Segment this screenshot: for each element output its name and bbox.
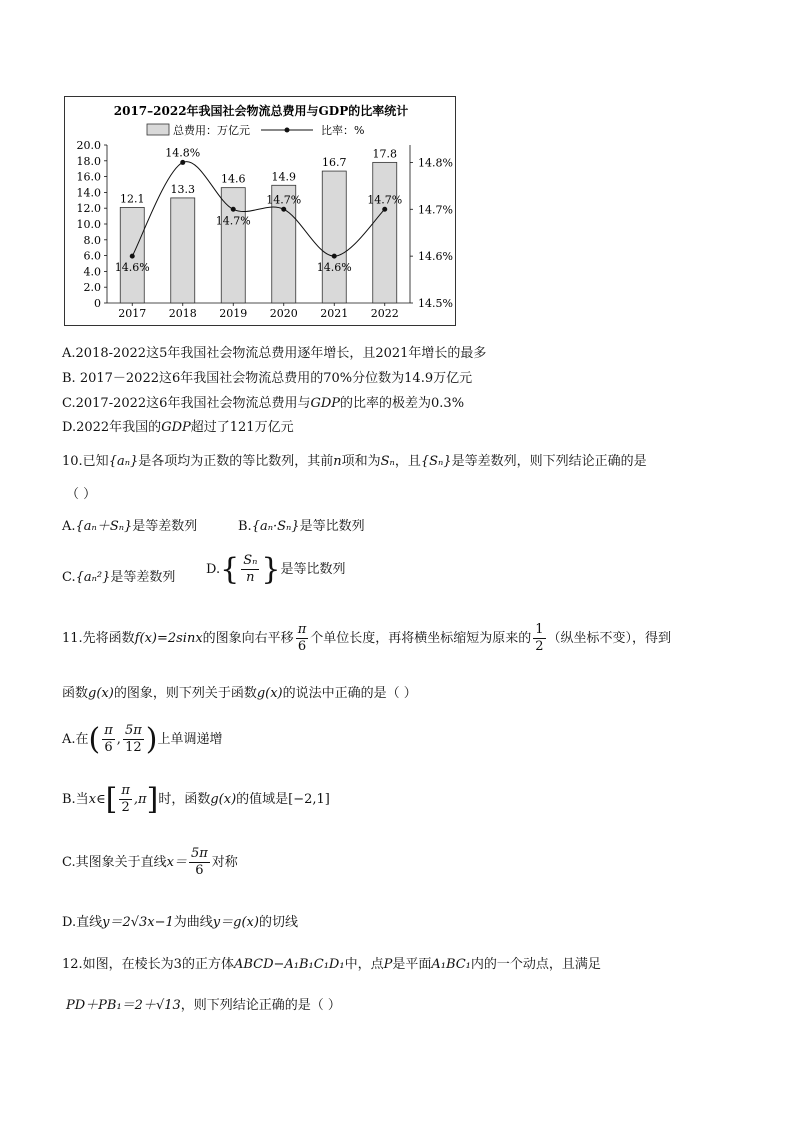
q11-b-x: x∈ bbox=[88, 792, 106, 807]
q11-a-lparen: ( bbox=[88, 722, 101, 757]
q12-p: P bbox=[383, 957, 393, 972]
bar bbox=[171, 198, 195, 303]
left-tick-label: 18.0 bbox=[76, 154, 101, 168]
q11-stem2: 的图象向右平移 bbox=[202, 631, 294, 646]
q11-stem3: 个单位长度，再将横坐标缩短为原来的 bbox=[310, 631, 532, 646]
q10-option-a bbox=[62, 515, 197, 534]
q10-d-text: 是等比数列 bbox=[280, 562, 346, 577]
legend-line-marker bbox=[285, 128, 290, 133]
q11-a-frac1 bbox=[102, 723, 115, 756]
q10-b-expr: {aₙ·Sₙ} bbox=[251, 519, 300, 534]
q11-half-den: 2 bbox=[535, 639, 544, 654]
q10-b-text: 是等比数列 bbox=[299, 519, 365, 534]
left-tick-label: 2.0 bbox=[83, 281, 101, 295]
q12-stem5: ，则下列结论正确的是（ ） bbox=[180, 998, 341, 1013]
ratio-label: 14.7% bbox=[367, 193, 403, 207]
q10-stem3: 项和为 bbox=[341, 454, 381, 469]
q11-stem6: 的图象，则下列关于函数 bbox=[113, 686, 257, 701]
q10-option-b bbox=[238, 515, 365, 534]
ratio-point bbox=[180, 160, 185, 165]
q11-a-den1: 6 bbox=[104, 740, 113, 755]
q11-d-text1: 为曲线 bbox=[173, 915, 213, 930]
q10-a-label: A. bbox=[62, 519, 76, 534]
q12-stem3: 是平面 bbox=[392, 957, 432, 972]
q9-d-text1: D.2022年我国的 bbox=[62, 420, 162, 435]
left-tick-label: 16.0 bbox=[76, 170, 101, 184]
q10-stem1: 10.已知 bbox=[62, 454, 109, 469]
legend-bar-swatch bbox=[147, 124, 169, 135]
q11-b-lbracket: [ bbox=[105, 782, 118, 817]
q9-d-gdp: GDP bbox=[161, 420, 191, 435]
q9-option-a: A.2018-2022这5年我国社会物流总费用逐年增长，且2021年增长的最多 bbox=[62, 346, 487, 361]
q11-b-rbracket: ] bbox=[146, 782, 159, 817]
q9-c-gdp: GDP bbox=[310, 396, 341, 411]
bar bbox=[373, 162, 397, 303]
bar-value-label: 17.8 bbox=[372, 147, 397, 161]
q10-seq-an: {aₙ} bbox=[108, 454, 139, 469]
bar-value-label: 16.7 bbox=[322, 156, 347, 170]
q11-half-num: 1 bbox=[535, 622, 544, 637]
q11-c-text: 对称 bbox=[211, 855, 238, 870]
ratio-line bbox=[132, 162, 385, 257]
left-tick-label: 4.0 bbox=[83, 265, 101, 279]
q11-d-label: D.直线 bbox=[62, 915, 103, 930]
q11-c-frac bbox=[189, 846, 210, 879]
q10-n: n bbox=[333, 454, 342, 469]
q10-blank: （ ） bbox=[66, 487, 97, 502]
q11-b-range: [−2,1] bbox=[288, 792, 330, 807]
q11-c-num: 5π bbox=[190, 846, 208, 861]
right-tick-label: 14.7% bbox=[418, 203, 453, 217]
left-tick-label: 12.0 bbox=[76, 202, 101, 216]
q11-shift-fraction bbox=[296, 622, 309, 655]
ratio-point bbox=[332, 254, 337, 259]
q10-seq-sn: {Sₙ} bbox=[420, 454, 452, 469]
ratio-label: 14.7% bbox=[266, 193, 302, 207]
ratio-point bbox=[231, 207, 236, 212]
q10-option-c bbox=[62, 566, 175, 585]
q11-c-den: 6 bbox=[195, 863, 204, 878]
q11-a-num1: π bbox=[104, 723, 113, 738]
q11-option-c bbox=[62, 846, 238, 879]
right-tick-label: 14.5% bbox=[418, 297, 453, 310]
bar bbox=[322, 171, 346, 303]
ratio-label: 14.8% bbox=[165, 146, 201, 160]
q11-stem5: 函数 bbox=[62, 686, 89, 701]
q12-stem-line1 bbox=[62, 953, 601, 972]
x-tick-label: 2022 bbox=[370, 307, 399, 320]
q10-stem bbox=[62, 450, 647, 469]
q10-a-expr: {aₙ＋Sₙ} bbox=[75, 519, 133, 534]
ratio-point bbox=[130, 254, 135, 259]
q10-stem5: 是等差数列，则下列结论正确的是 bbox=[451, 454, 647, 469]
q12-stem1: 12.如图，在棱长为3的正方体 bbox=[62, 957, 234, 972]
legend-line-label: 比率：% bbox=[321, 124, 365, 137]
ratio-label: 14.6% bbox=[114, 261, 150, 275]
q11-b-pi: ,π bbox=[133, 792, 147, 807]
q12-cube: ABCD−A₁B₁C₁D₁ bbox=[233, 957, 345, 972]
ratio-point bbox=[382, 207, 387, 212]
q10-sn: Sₙ bbox=[380, 454, 395, 469]
q10-d-label: D. bbox=[206, 562, 221, 577]
q12-stem-line2 bbox=[66, 994, 341, 1013]
ratio-label: 14.7% bbox=[215, 214, 251, 228]
chart-title: 2017–2022年我国社会物流总费用与GDP的比率统计 bbox=[113, 104, 409, 118]
x-tick-label: 2020 bbox=[269, 307, 298, 320]
left-tick-label: 14.0 bbox=[76, 186, 101, 200]
ratio-label: 14.6% bbox=[316, 261, 352, 275]
x-tick-label: 2017 bbox=[118, 307, 147, 320]
q10-d-num: Sₙ bbox=[243, 553, 258, 568]
q10-d-den: n bbox=[246, 570, 255, 585]
bar bbox=[221, 188, 245, 303]
q11-c-label: C.其图象关于直线 bbox=[62, 855, 167, 870]
q10-d-rbrace: } bbox=[261, 552, 281, 587]
q11-gx1: g(x) bbox=[88, 686, 114, 701]
q11-b-text2: 的值域是 bbox=[236, 792, 289, 807]
q11-option-b bbox=[62, 782, 330, 817]
q11-stem4: （纵坐标不变），得到 bbox=[547, 631, 672, 646]
q9-d-text2: 超过了121万亿元 bbox=[190, 420, 294, 435]
q11-b-frac bbox=[119, 783, 132, 816]
q11-c-x: x＝ bbox=[166, 855, 187, 870]
chart-svg bbox=[65, 97, 457, 327]
q11-stem7: 的说法中正确的是（ ） bbox=[282, 686, 417, 701]
left-tick-label: 8.0 bbox=[83, 233, 101, 247]
q11-a-den2: 12 bbox=[125, 740, 142, 755]
legend-bar-label: 总费用：万亿元 bbox=[173, 124, 250, 137]
q11-b-label: B.当 bbox=[62, 792, 89, 807]
q11-shift-num: π bbox=[297, 622, 307, 637]
q11-b-den: 2 bbox=[121, 800, 130, 815]
left-tick-label: 0 bbox=[94, 297, 101, 310]
q11-fx: f(x)=2sinx bbox=[134, 631, 203, 646]
q9-option-c bbox=[62, 392, 464, 411]
q11-b-num: π bbox=[121, 783, 130, 798]
q9-option-d bbox=[62, 416, 294, 435]
q10-c-text: 是等差数列 bbox=[110, 570, 176, 585]
q11-gx2: g(x) bbox=[256, 686, 283, 701]
chart-figure bbox=[64, 96, 456, 326]
bar-value-label: 13.3 bbox=[170, 182, 195, 196]
q11-stem-line2 bbox=[62, 682, 417, 701]
ratio-point bbox=[281, 207, 286, 212]
q11-a-label: A.在 bbox=[62, 732, 89, 747]
q12-stem4: 内的一个动点，且满足 bbox=[470, 957, 601, 972]
left-tick-label: 10.0 bbox=[76, 218, 101, 231]
bar-value-label: 12.1 bbox=[120, 192, 145, 206]
q11-stem1: 11.先将函数 bbox=[62, 631, 135, 646]
q11-a-num2: 5π bbox=[124, 723, 142, 738]
q12-cond: PD＋PB₁＝2＋√13 bbox=[66, 998, 181, 1013]
left-tick-label: 6.0 bbox=[83, 249, 101, 263]
q10-d-fraction bbox=[241, 553, 259, 586]
q11-half-fraction bbox=[533, 622, 545, 655]
q10-stem4: ，且 bbox=[394, 454, 421, 469]
q10-stem2: 是各项均为正数的等比数列，其前 bbox=[138, 454, 334, 469]
q11-d-line: y＝2√3x−1 bbox=[102, 915, 174, 930]
bar-value-label: 14.6 bbox=[221, 172, 246, 186]
q9-option-b: B. 2017－2022这6年我国社会物流总费用的70%分位数为14.9万亿元 bbox=[62, 371, 473, 386]
q10-b-label: B. bbox=[238, 519, 252, 534]
q11-b-text1: 时，函数 bbox=[158, 792, 211, 807]
q10-option-d bbox=[206, 552, 345, 587]
bar-value-label: 14.9 bbox=[271, 170, 296, 184]
q10-a-text: 是等差数列 bbox=[132, 519, 198, 534]
q11-a-frac2 bbox=[123, 723, 144, 756]
q11-a-text: 上单调递增 bbox=[157, 732, 223, 747]
q9-c-text2: 的比率的极差为0.3% bbox=[340, 396, 465, 411]
q11-stem-line1 bbox=[62, 622, 671, 655]
q11-shift-den: 6 bbox=[297, 639, 307, 654]
q11-d-text2: 的切线 bbox=[258, 915, 298, 930]
x-tick-label: 2019 bbox=[219, 307, 248, 320]
q10-c-expr: {aₙ²} bbox=[75, 570, 111, 585]
q10-d-lbrace: { bbox=[220, 552, 240, 587]
q11-option-a: A.在( $\frac{\pi}{6}$ , $\frac{5\pi}{12}$ )上单调递增 bbox=[62, 722, 223, 757]
q9-c-text1: C.2017-2022这6年我国社会物流总费用与 bbox=[62, 396, 311, 411]
q10-c-label: C. bbox=[62, 570, 76, 585]
q11-option-d bbox=[62, 911, 298, 930]
q12-stem2: 中，点 bbox=[344, 957, 384, 972]
right-tick-label: 14.6% bbox=[418, 250, 453, 264]
q12-plane: A₁BC₁ bbox=[431, 957, 471, 972]
x-tick-label: 2021 bbox=[320, 307, 349, 320]
q11-a-rparen: ) bbox=[145, 722, 158, 757]
q11-d-curve: y＝g(x) bbox=[212, 915, 259, 930]
right-tick-label: 14.8% bbox=[418, 156, 453, 170]
x-tick-label: 2018 bbox=[168, 307, 197, 320]
q11-b-gx: g(x) bbox=[210, 792, 237, 807]
left-tick-label: 20.0 bbox=[76, 139, 101, 152]
